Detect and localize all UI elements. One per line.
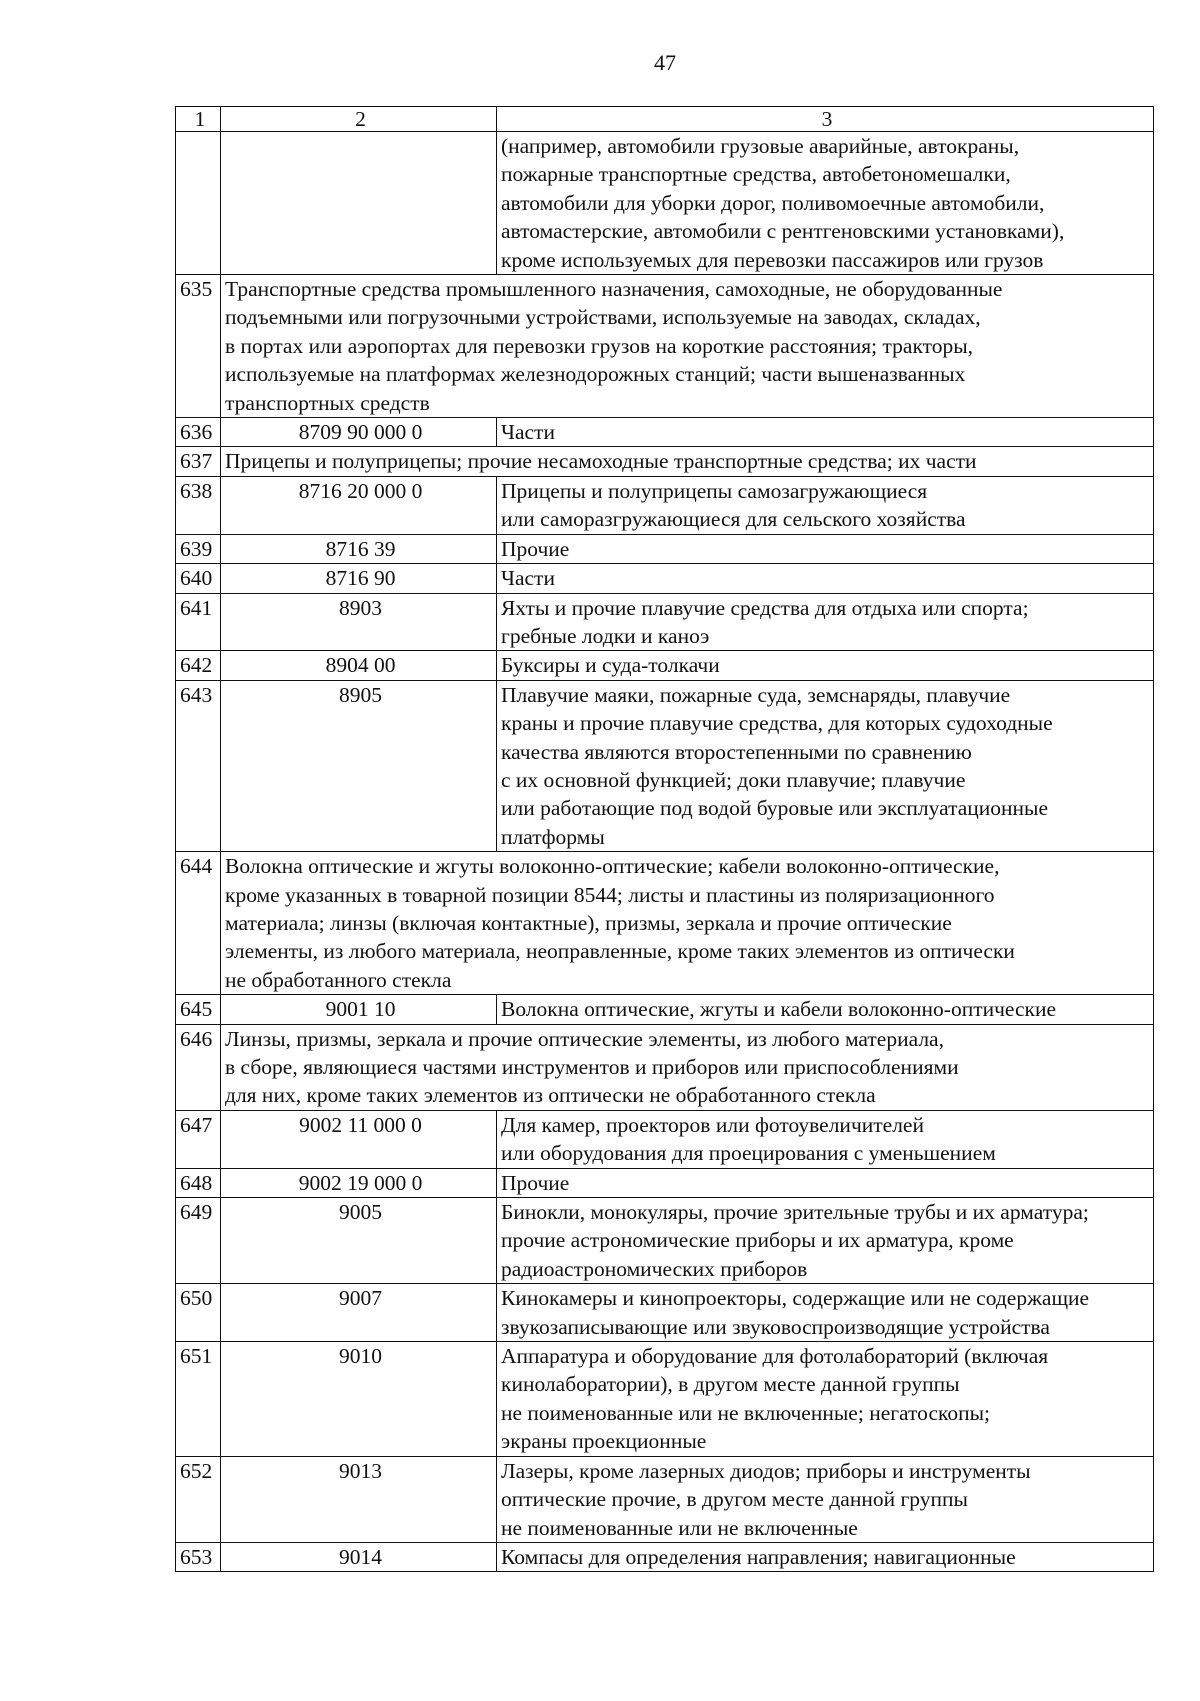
description-line: радиоастрономических приборов	[501, 1256, 808, 1281]
row-number: 635	[176, 275, 221, 418]
row-code: 8903	[221, 593, 497, 651]
description-line: Транспортные средства промышленного назначения, самоходные, не оборудованные	[225, 277, 1003, 302]
description-line: Для камер, проекторов или фотоувеличителей	[501, 1112, 924, 1137]
description-line: в сборе, являющиеся частями инструментов и приборов или приспособлениями	[225, 1055, 959, 1079]
row-description	[497, 1542, 1154, 1571]
table-row	[176, 534, 1154, 563]
description-line: с их основной функцией; доки плавучие; плавучие	[501, 767, 966, 792]
description-line: прочие астрономические приборы и их арматура, кроме	[501, 1228, 1014, 1253]
header-col-1: 1	[176, 107, 221, 132]
row-description	[497, 680, 1154, 851]
description-line: Волокна оптические и жгуты волоконно-оптические; кабели волоконно-оптические,	[225, 854, 1000, 879]
description-line: Яхты и прочие плавучие средства для отдыха или спорта;	[501, 595, 1029, 620]
description-line: в портах или аэропортах для перевозки грузов на короткие расстояния; тракторы,	[225, 333, 974, 358]
description-line: звукозаписывающие или звуковоспроизводящие устройства	[501, 1314, 1050, 1339]
row-description	[221, 275, 1154, 418]
row-number: 647	[176, 1110, 221, 1168]
row-number: 651	[176, 1342, 221, 1457]
row-code: 8716 39	[221, 534, 497, 563]
row-number: 640	[176, 564, 221, 593]
description-line: не поименованные или не включенные	[501, 1515, 858, 1540]
row-number: 637	[176, 447, 221, 476]
description-line: Части	[501, 566, 555, 591]
description-line: Прочие	[501, 1170, 570, 1195]
row-description	[497, 564, 1154, 593]
row-code: 9001 10	[221, 995, 497, 1024]
description-line: Аппаратура и оборудование для фотолабораторий (включая	[501, 1344, 1049, 1369]
description-line: Части	[501, 420, 555, 445]
description-line: качества являются второстепенными по сравнению	[501, 739, 972, 764]
row-number: 649	[176, 1198, 221, 1284]
row-description	[221, 447, 1154, 476]
description-line: или оборудования для проецирования с уменьшением	[501, 1141, 996, 1166]
row-number: 643	[176, 680, 221, 851]
row-code: 9010	[221, 1342, 497, 1457]
row-code: 9013	[221, 1456, 497, 1542]
description-line: или работающие под водой буровые или эксплуатационные	[501, 796, 1049, 821]
description-line: кроме используемых для перевозки пассажиров или грузов	[501, 247, 1044, 272]
row-number	[176, 132, 221, 275]
description-line: автомастерские, автомобили с рентгеновскими установками),	[501, 219, 1065, 244]
row-number: 642	[176, 651, 221, 680]
row-description	[497, 1110, 1154, 1168]
row-description	[497, 1284, 1154, 1342]
table-header-row	[176, 107, 1154, 132]
row-number: 639	[176, 534, 221, 563]
description-line: экраны проекционные	[501, 1429, 707, 1454]
row-number: 638	[176, 476, 221, 534]
table-row	[176, 1342, 1154, 1457]
row-code: 8904 00	[221, 651, 497, 680]
description-line: платформы	[501, 824, 605, 849]
row-code: 8905	[221, 680, 497, 851]
row-number: 644	[176, 852, 221, 995]
description-line: Линзы, призмы, зеркала и прочие оптические элементы, из любого материала,	[225, 1026, 944, 1051]
table-row	[176, 1024, 1154, 1110]
row-code: 8716 20 000 0	[221, 476, 497, 534]
description-line: Кинокамеры и кинопроекторы, содержащие или не содержащие	[501, 1286, 1090, 1311]
row-number: 645	[176, 995, 221, 1024]
description-line: пожарные транспортные средства, автобетономешалки,	[501, 162, 1011, 187]
description-line: Бинокли, монокуляры, прочие зрительные трубы и их арматура;	[501, 1200, 1089, 1225]
table-row	[176, 852, 1154, 995]
row-description	[497, 534, 1154, 563]
table-row	[176, 651, 1154, 680]
row-description	[497, 1198, 1154, 1284]
row-description	[497, 1168, 1154, 1197]
description-line: Компасы для определения направления; навигационные	[501, 1544, 1016, 1569]
description-line: кинолаборатории), в другом месте данной группы	[501, 1372, 960, 1397]
header-col-3: 3	[497, 107, 1154, 132]
row-number: 650	[176, 1284, 221, 1342]
table-row	[176, 564, 1154, 593]
description-line: автомобили для уборки дорог, поливомоечные автомобили,	[501, 190, 1045, 215]
row-number: 652	[176, 1456, 221, 1542]
table-row	[176, 995, 1154, 1024]
table-row	[176, 1168, 1154, 1197]
description-line: Плавучие маяки, пожарные суда, земснаряды, плавучие	[501, 682, 1011, 707]
row-description	[221, 1024, 1154, 1110]
table-row	[176, 680, 1154, 851]
description-line: гребные лодки и каноэ	[501, 623, 710, 648]
row-number: 648	[176, 1168, 221, 1197]
row-number: 646	[176, 1024, 221, 1110]
row-description	[497, 1342, 1154, 1457]
description-line: Лазеры, кроме лазерных диодов; приборы и инструменты	[501, 1458, 1031, 1483]
description-line: материала; линзы (включая контактные), призмы, зеркала и прочие оптические	[225, 910, 952, 935]
table-row	[176, 1284, 1154, 1342]
row-description	[497, 995, 1154, 1024]
description-line: элементы, из любого материала, неоправленные, кроме таких элементов из оптически	[225, 939, 1015, 964]
description-line: краны и прочие плавучие средства, для которых судоходные	[501, 711, 1053, 736]
description-line: Прицепы и полуприцепы; прочие несамоходные транспортные средства; их части	[225, 449, 977, 474]
description-line: или саморазгружающиеся для сельского хозяйства	[501, 507, 966, 532]
row-code: 8709 90 000 0	[221, 418, 497, 447]
row-code	[221, 132, 497, 275]
description-line: не обработанного стекла	[225, 967, 452, 992]
description-line: Буксиры и суда-толкачи	[501, 653, 720, 678]
row-number: 641	[176, 593, 221, 651]
table-row	[176, 593, 1154, 651]
row-code: 9005	[221, 1198, 497, 1284]
row-description	[497, 132, 1154, 275]
table-row	[176, 1456, 1154, 1542]
description-line: оптические прочие, в другом месте данной группы	[501, 1487, 968, 1512]
table-row	[176, 1110, 1154, 1168]
row-code: 9002 11 000 0	[221, 1110, 497, 1168]
table-row	[176, 476, 1154, 534]
row-description	[497, 651, 1154, 680]
row-code: 9007	[221, 1284, 497, 1342]
table-row	[176, 132, 1154, 275]
row-description	[497, 476, 1154, 534]
row-number: 636	[176, 418, 221, 447]
row-code: 9002 19 000 0	[221, 1168, 497, 1197]
row-description	[497, 1456, 1154, 1542]
description-line: транспортных средств	[225, 390, 430, 415]
description-line: подъемными или погрузочными устройствами, используемые на заводах, складах,	[225, 305, 981, 330]
row-description	[497, 418, 1154, 447]
description-line: кроме указанных в товарной позиции 8544; листы и пластины из поляризационного	[225, 882, 995, 907]
row-number: 653	[176, 1542, 221, 1571]
row-code: 9014	[221, 1542, 497, 1571]
table-row	[176, 1198, 1154, 1284]
table-row	[176, 1542, 1154, 1571]
row-description	[221, 852, 1154, 995]
description-line: Прочие	[501, 536, 570, 561]
row-code: 8716 90	[221, 564, 497, 593]
description-line: используемые на платформах железнодорожных станций; части вышеназванных	[225, 362, 966, 387]
page-number: 47	[654, 50, 676, 75]
description-line: не поименованные или не включенные; негатоскопы;	[501, 1400, 991, 1425]
row-description	[497, 593, 1154, 651]
description-line: для них, кроме таких элементов из оптически не обработанного стекла	[225, 1083, 876, 1108]
table-row	[176, 447, 1154, 476]
description-line: Прицепы и полуприцепы самозагружающиеся	[501, 478, 928, 503]
table-row	[176, 275, 1154, 418]
description-line: Волокна оптические, жгуты и кабели волоконно-оптические	[501, 997, 1057, 1022]
tariff-table	[175, 106, 1154, 1572]
header-col-2: 2	[221, 107, 497, 132]
description-line: (например, автомобили грузовые аварийные, автокраны,	[501, 134, 1020, 158]
table-row	[176, 418, 1154, 447]
